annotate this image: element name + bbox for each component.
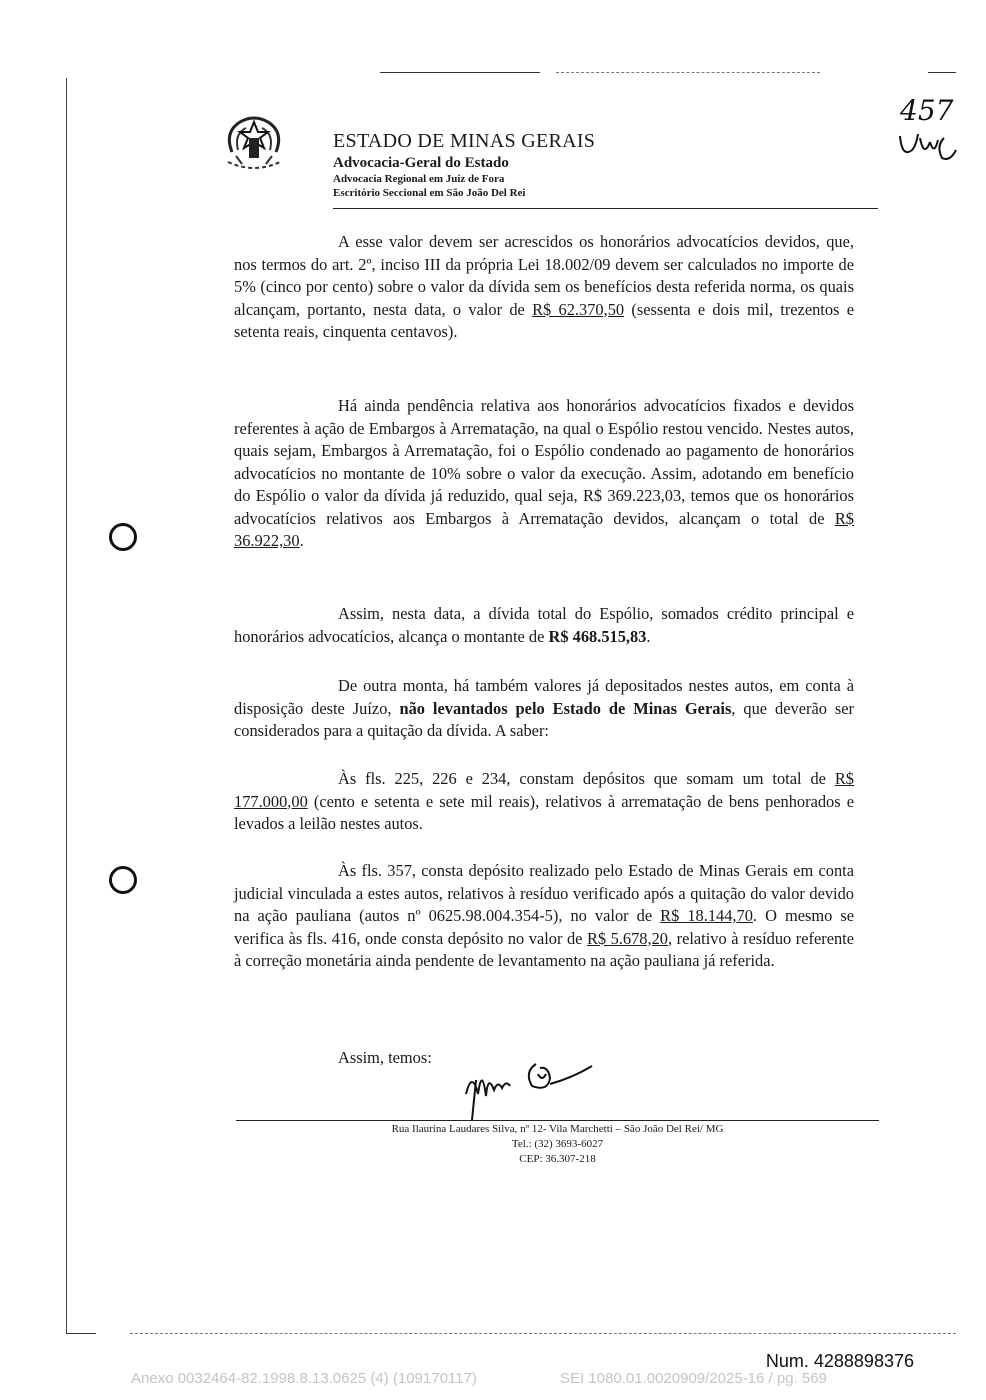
p2-text-b: . (299, 531, 304, 550)
handwritten-signature (452, 1050, 602, 1124)
body-paragraph-3 (234, 603, 854, 648)
p2-amount: R$ 36.922,30 (234, 508, 854, 550)
p5-text-a: Às fls. 225, 226 e 234, constam depósitos que somam um total de (338, 769, 835, 788)
footer-address: Rua Ilaurina Laudares Silva, nº 12- Vila Marchetti – São João Del Rei/ MG (391, 1123, 724, 1135)
watermark-sei: SEI 1080.01.0020909/2025-16 / pg. 569 (560, 1370, 827, 1387)
letterhead (333, 128, 878, 200)
p3-amount: R$ 468.515,83 (548, 626, 647, 646)
p6-text-c: , relativo à resíduo referente à correção monetária ainda pendente de levantamento na ação pauliana já referida. (234, 928, 854, 970)
p6-amount-2: R$ 5.678,20 (586, 928, 668, 948)
p1-text-b: (sessenta e dois mil, trezentos e setenta reais, cinquenta centavos). (234, 299, 854, 341)
scan-bottom-line (66, 1333, 96, 1334)
handwritten-initials-mark (896, 128, 960, 168)
p3-text-b: . (646, 626, 651, 646)
body-paragraph-6 (234, 860, 854, 973)
handwritten-page-number: 457 (900, 94, 954, 127)
header-rule (333, 208, 878, 209)
watermark-annex: Anexo 0032464-82.1998.8.13.0625 (4) (109170117) (131, 1370, 477, 1387)
p5-text-b: (cento e setenta e sete mil reais), relativos à arrematação de bens penhorados e levados a leilão nestes autos. (234, 791, 854, 833)
p5-amount: R$ 177.000,00 (234, 769, 854, 811)
p6-text-a: Às fls. 357, consta depósito realizado pelo Estado de Minas Gerais em conta judicial vinculada a estes autos, relativos à resíduo verificado após a quitação do valor devido na ação pauliana (autos nº 0625.98.004.354-5), no valor de (234, 861, 854, 925)
body-paragraph-2 (234, 395, 854, 553)
p1-amount: R$ 62.370,50 (532, 299, 625, 319)
letterhead-state: ESTADO DE MINAS GERAIS (333, 130, 596, 152)
p2-text-a: Há ainda pendência relativa aos honorários advocatícios fixados e devidos referentes à ação de Embargos à Arrematação, na qual o Espólio restou vencido. Nestes autos, quais sejam, Embargos à Arrematação, foi o Espólio condenado ao pagamento de honorários advocatícios no montante de 10% sobre o valor da execução. Assim, adotando em benefício do Espólio o valor da dívida já reduzido, qual seja, R$ 369.223,03, temos que os honorários advocatícios relativos aos Embargos à Arrematação devidos, alcançam o total de (234, 396, 854, 528)
scan-top-line-right (928, 72, 956, 73)
scan-top-line-dashed (556, 72, 820, 73)
document-number: Num. 4288898376 (765, 1351, 914, 1371)
punch-hole-top (109, 523, 137, 551)
body-paragraph-4 (234, 675, 854, 743)
body-paragraph-1 (234, 231, 854, 344)
footer-cep: CEP: 36.307-218 (519, 1153, 596, 1165)
p4-text-a: De outra monta, há também valores já depositados nestes autos, em conta à disposição deste Juízo, (234, 676, 854, 718)
body-paragraph-7: Assim, temos: (338, 1048, 432, 1067)
scan-top-line (380, 72, 540, 73)
scan-bottom-line-dashed (130, 1333, 956, 1334)
scan-left-edge (66, 78, 67, 1333)
punch-hole-bottom (109, 866, 137, 894)
footer-rule (236, 1120, 879, 1121)
coat-of-arms-logo (218, 112, 290, 180)
p3-text-a: Assim, nesta data, a dívida total do Espólio, somados crédito principal e honorários advocatícios, alcança o montante de (234, 604, 854, 646)
p4-bold: não levantados pelo Estado de Minas Gerais (399, 698, 732, 718)
letterhead-agency: Advocacia-Geral do Estado (333, 155, 509, 171)
letterhead-office: Escritório Seccional em São João Del Rei (333, 187, 526, 199)
p6-amount-1: R$ 18.144,70 (660, 906, 753, 925)
p1-text-a: A esse valor devem ser acrescidos os honorários advocatícios devidos, que, nos termos do art. 2º, inciso III da própria Lei 18.002/09 devem ser calculados no importe de 5% (cinco por cento) sobre o valor da dívida sem os benefícios desta referida norma, os quais alcançam, portanto, nesta data, o valor de (234, 232, 854, 319)
p6-text-b: . O mesmo se verifica às fls. 416, onde consta depósito no valor de (234, 906, 855, 948)
letterhead-regional: Advocacia Regional em Juiz de Fora (333, 173, 505, 185)
letterhead-footer (236, 1122, 879, 1167)
body-paragraph-5 (234, 768, 854, 836)
footer-phone: Tel.: (32) 3693-6027 (511, 1138, 604, 1150)
p4-text-b: , que deverão ser considerados para a quitação da dívida. A saber: (234, 698, 854, 740)
